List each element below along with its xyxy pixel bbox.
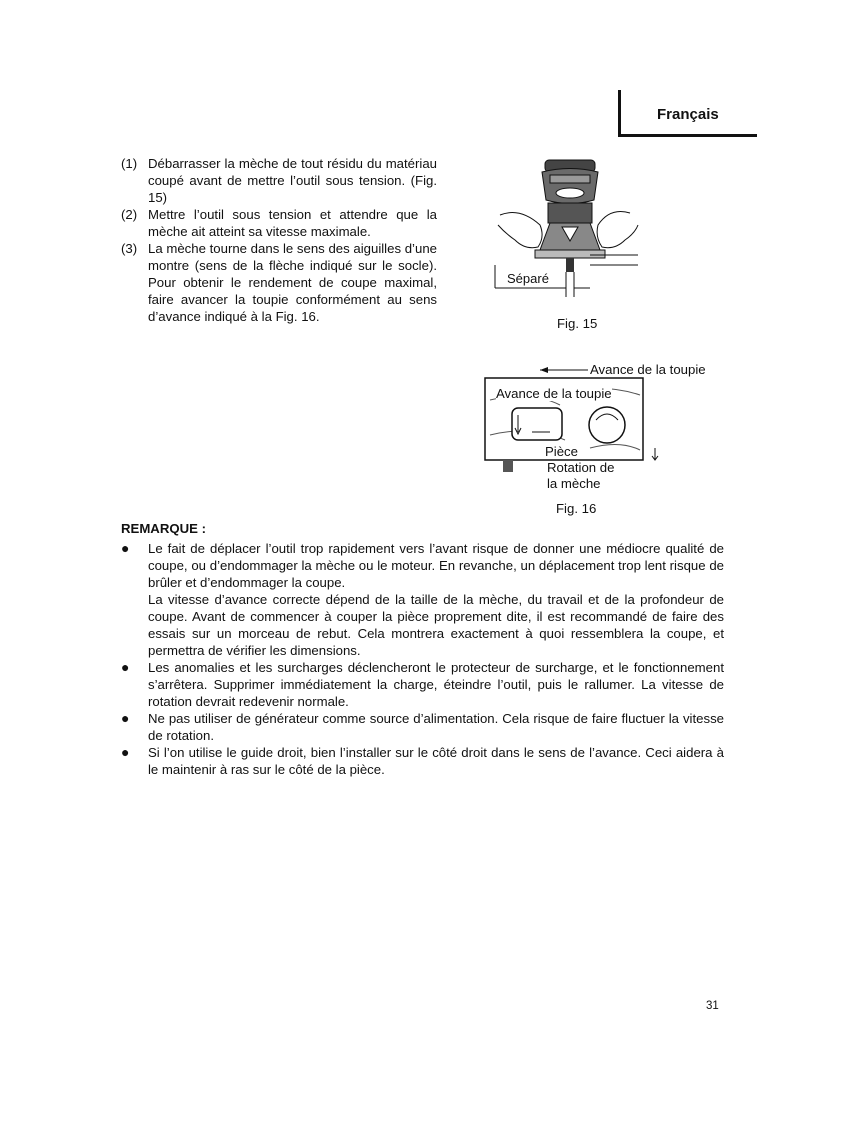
remarque-text: Si l’on utilise le guide droit, bien l’installer sur le côté droit dans le sens de l’avance. Ceci aidera à le maintenir à ras sur le côté de la pièce. — [148, 745, 724, 777]
bullet-icon: ● — [121, 710, 130, 726]
step-number: (2) — [121, 207, 138, 222]
remarque-text: Le fait de déplacer l’outil trop rapidement vers l’avant risque de donner une médiocre qualité de coupe, ou d’endommager la mèche ou le moteur. En revanche, un déplacement trop lent risque de brûler et d’endommager la coupe. — [148, 541, 724, 590]
remarque-list — [121, 540, 724, 778]
fig16-label-feed-top: Avance de la toupie — [590, 362, 706, 377]
remarque-item — [121, 710, 724, 744]
page-number: 31 — [706, 1000, 719, 1012]
fig16-label-feed-inside: Avance de la toupie — [496, 386, 612, 401]
steps-list — [121, 155, 437, 325]
step-text: Débarrasser la mèche de tout résidu du matériau coupé avant de mettre l’outil sous tension. (Fig. 15) — [148, 156, 437, 205]
remarque-item — [121, 744, 724, 778]
step-number: (3) — [121, 241, 138, 256]
fig16-label-rotation-line2: la mèche — [547, 476, 601, 491]
bullet-icon: ● — [121, 659, 130, 675]
remarque-heading: REMARQUE : — [121, 521, 206, 536]
step-item — [121, 155, 437, 206]
fig16-caption: Fig. 16 — [556, 501, 597, 516]
step-text: La mèche tourne dans le sens des aiguilles d’une montre (sens de la flèche indiqué sur le socle). Pour obtenir le rendement de coupe maximal, faire avancer la toupie conformément au sens d’avance indiqué à la Fig. 16. — [148, 241, 437, 324]
step-number: (1) — [121, 156, 138, 171]
remarque-item — [121, 540, 724, 659]
fig16-label-piece: Pièce — [545, 444, 578, 459]
bullet-icon: ● — [121, 744, 130, 760]
step-item — [121, 240, 437, 325]
step-text: Mettre l’outil sous tension et attendre que la mèche ait atteint sa vitesse maximale. — [148, 207, 437, 239]
fig16-label-rotation-line1: Rotation de — [547, 460, 615, 475]
remarque-text: Ne pas utiliser de générateur comme source d’alimentation. Cela risque de faire fluctuer la vitesse de rotation. — [148, 711, 724, 743]
separe-label: Séparé — [507, 271, 549, 286]
language-tab — [618, 90, 757, 137]
bullet-icon: ● — [121, 540, 130, 556]
remarque-item — [121, 659, 724, 710]
fig15-caption: Fig. 15 — [557, 316, 598, 331]
fig16-label-rotation — [547, 460, 614, 492]
step-item — [121, 206, 437, 240]
language-label: Français — [657, 106, 719, 123]
remarque-text: Les anomalies et les surcharges déclencheront le protecteur de surcharge, et le fonctionnement s’arrêtera. Supprimer immédiatement la charge, éteindre l’outil, puis le rallumer. La vitesse de rotation devrait redevenir normale. — [148, 660, 724, 709]
remarque-text: La vitesse d’avance correcte dépend de la taille de la mèche, du travail et de la profondeur de coupe. Avant de commencer à couper la pièce proprement dite, il est recommandé de faire des essais sur un morceau de rebut. Cela montrera exactement à quoi ressemblera la coupe, et permettra de vérifier les dimensions. — [148, 592, 724, 658]
